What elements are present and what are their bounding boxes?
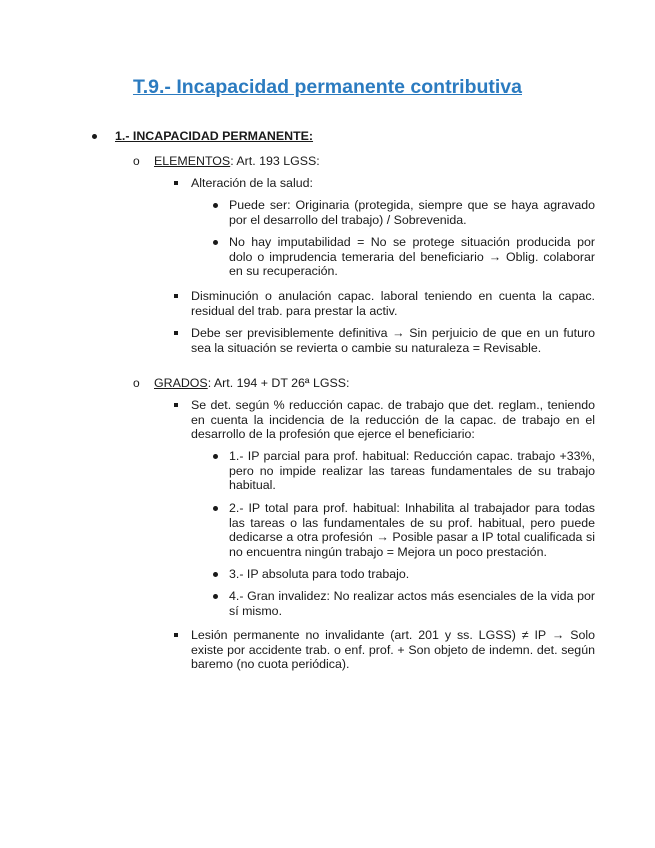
bullet-dot [213,594,218,599]
list-item: 1.- IP parcial para prof. habitual: Reducción capac. trabajo +33%, pero no impide realizar las tareas fundamentales de su trabajo habitual. [229,449,595,493]
list-item: Se det. según % reducción capac. de trabajo que det. reglam., teniendo en cuenta la incidencia de la reducción de la capac. de trabajo en el desarrollo de la profesión que ejerce el beneficiario: [191,398,595,442]
list-item: Alteración de la salud: [191,176,313,190]
bullet-dot [213,203,218,208]
bullet-dot [213,506,218,511]
grados-label: GRADOS [154,376,208,390]
bullet-dot [92,134,97,139]
elementos-heading [154,154,320,169]
list-item: No hay imputabilidad = No se protege situación producida por dolo o imprudencia temeraria del beneficiario → Oblig. colaborar en su recuperación. [229,235,595,279]
list-item: 3.- IP absoluta para todo trabajo. [229,567,410,581]
bullet-square [174,294,178,298]
list-item: Lesión permanente no invalidante (art. 201 y ss. LGSS) ≠ IP → Solo existe por accidente trab. o enf. prof. + Son objeto de indemn. det. según baremo (no cuota periódica). [191,628,595,672]
grados-ref: : Art. 194 + DT 26ª LGSS: [207,376,350,390]
list-item: Disminución o anulación capac. laboral teniendo en cuenta la capac. residual del trab. para prestar la activ. [191,289,595,318]
section-heading: 1.- INCAPACIDAD PERMANENTE: [115,129,314,143]
elementos-ref: : Art. 193 LGSS: [230,154,320,168]
grados-heading [154,376,349,391]
list-item: Debe ser previsiblemente definitiva → Sin perjuicio de que en un futuro sea la situación se revierta o cambie su naturaleza = Revisable. [191,326,595,355]
bullet-circle: o [133,376,140,390]
elementos-label: ELEMENTOS [154,154,231,168]
bullet-dot [213,240,218,245]
page-title: T.9.- Incapacidad permanente contributiva [132,76,522,98]
bullet-square [174,403,178,407]
bullet-square [174,331,178,335]
list-item: 4.- Gran invalidez: No realizar actos más esenciales de la vida por sí mismo. [229,589,595,618]
list-item: Puede ser: Originaria (protegida, siempre que se haya agravado por el desarrollo del trabajo) / Sobrevenida. [229,198,595,227]
bullet-square [174,633,178,637]
bullet-dot [213,454,218,459]
bullet-square [174,181,178,185]
bullet-dot [213,572,218,577]
bullet-circle: o [133,154,140,168]
list-item: 2.- IP total para prof. habitual: Inhabilita al trabajador para todas las tareas o las fundamentales de su prof. habitual, pero puede dedicarse a otra profesión → Posible pasar a IP total cualificada si no encuentra ningún trabajo = Mejora un poco prestación. [229,501,595,559]
